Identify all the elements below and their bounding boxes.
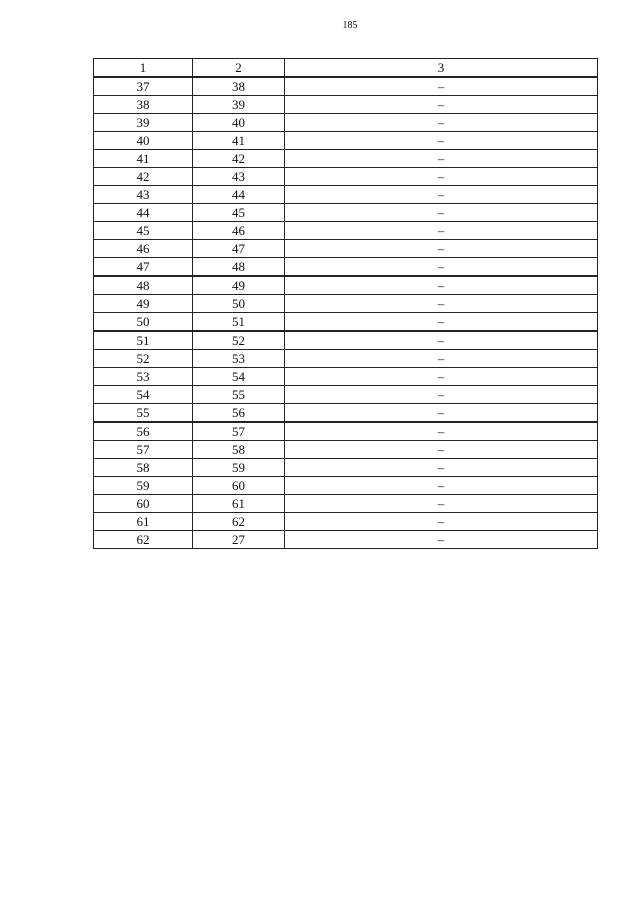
table-cell-col-3: –	[285, 96, 598, 114]
table-cell-col-3: –	[285, 240, 598, 258]
table-cell-col-3: –	[285, 295, 598, 313]
table-cell-col-3: –	[285, 422, 598, 441]
table-cell-col-2: 48	[193, 258, 285, 277]
table-cell-col-2: 27	[193, 531, 285, 549]
table-cell-col-2: 54	[193, 368, 285, 386]
table-row	[94, 204, 598, 222]
table-row	[94, 77, 598, 96]
table-row	[94, 531, 598, 549]
table-row	[94, 276, 598, 295]
table-cell-col-3: –	[285, 168, 598, 186]
table-cell-col-1: 50	[94, 313, 193, 332]
table-cell-col-3: –	[285, 477, 598, 495]
data-table	[93, 58, 598, 549]
table-row	[94, 477, 598, 495]
table-cell-col-1: 55	[94, 404, 193, 423]
table-cell-col-1: 42	[94, 168, 193, 186]
table-cell-col-1: 44	[94, 204, 193, 222]
table-cell-col-2: 44	[193, 186, 285, 204]
table-row	[94, 295, 598, 313]
table-cell-col-1: 57	[94, 441, 193, 459]
table-row	[94, 386, 598, 404]
table-cell-col-2: 51	[193, 313, 285, 332]
table-cell-col-1: 56	[94, 422, 193, 441]
table-cell-col-3: –	[285, 441, 598, 459]
column-header-3: 3	[285, 59, 598, 78]
table-cell-col-1: 58	[94, 459, 193, 477]
table-row	[94, 350, 598, 368]
page-number: 185	[342, 20, 358, 31]
table-cell-col-3: –	[285, 495, 598, 513]
table-cell-col-3: –	[285, 132, 598, 150]
table-header-row	[94, 59, 598, 78]
table-cell-col-1: 61	[94, 513, 193, 531]
table-cell-col-3: –	[285, 222, 598, 240]
table-cell-col-1: 38	[94, 96, 193, 114]
table-cell-col-2: 47	[193, 240, 285, 258]
table-cell-col-2: 53	[193, 350, 285, 368]
table-cell-col-2: 43	[193, 168, 285, 186]
table-cell-col-1: 46	[94, 240, 193, 258]
table-cell-col-1: 59	[94, 477, 193, 495]
table-row	[94, 96, 598, 114]
table-row	[94, 422, 598, 441]
table-cell-col-1: 43	[94, 186, 193, 204]
table-cell-col-1: 48	[94, 276, 193, 295]
table-cell-col-3: –	[285, 368, 598, 386]
table-cell-col-2: 40	[193, 114, 285, 132]
table-row	[94, 240, 598, 258]
table-cell-col-1: 62	[94, 531, 193, 549]
table-cell-col-1: 39	[94, 114, 193, 132]
table-row	[94, 513, 598, 531]
table-cell-col-3: –	[285, 258, 598, 277]
table-cell-col-1: 51	[94, 331, 193, 350]
table-cell-col-3: –	[285, 404, 598, 423]
table-cell-col-1: 54	[94, 386, 193, 404]
table-cell-col-2: 45	[193, 204, 285, 222]
table-cell-col-1: 49	[94, 295, 193, 313]
table-cell-col-2: 62	[193, 513, 285, 531]
table-cell-col-1: 52	[94, 350, 193, 368]
table-row	[94, 495, 598, 513]
table-cell-col-3: –	[285, 331, 598, 350]
table-cell-col-2: 55	[193, 386, 285, 404]
table-body	[94, 77, 598, 549]
table-cell-col-1: 60	[94, 495, 193, 513]
table-cell-col-1: 40	[94, 132, 193, 150]
table-cell-col-2: 38	[193, 77, 285, 96]
table-cell-col-3: –	[285, 204, 598, 222]
table-cell-col-3: –	[285, 313, 598, 332]
table-cell-col-3: –	[285, 531, 598, 549]
table-cell-col-3: –	[285, 350, 598, 368]
table-cell-col-3: –	[285, 513, 598, 531]
table-cell-col-2: 41	[193, 132, 285, 150]
table-cell-col-3: –	[285, 459, 598, 477]
table-cell-col-2: 59	[193, 459, 285, 477]
table-cell-col-1: 45	[94, 222, 193, 240]
table-cell-col-2: 39	[193, 96, 285, 114]
table-row	[94, 313, 598, 332]
table-row	[94, 258, 598, 277]
table-cell-col-2: 56	[193, 404, 285, 423]
table-row	[94, 114, 598, 132]
table-row	[94, 168, 598, 186]
table-cell-col-2: 60	[193, 477, 285, 495]
table-cell-col-1: 53	[94, 368, 193, 386]
table-cell-col-2: 61	[193, 495, 285, 513]
table-cell-col-3: –	[285, 114, 598, 132]
column-header-1: 1	[94, 59, 193, 78]
table-cell-col-1: 47	[94, 258, 193, 277]
table-row	[94, 459, 598, 477]
table-row	[94, 368, 598, 386]
table-row	[94, 150, 598, 168]
table-row	[94, 186, 598, 204]
table-cell-col-3: –	[285, 77, 598, 96]
table-cell-col-3: –	[285, 186, 598, 204]
table-cell-col-2: 57	[193, 422, 285, 441]
table-row	[94, 404, 598, 423]
table-row	[94, 222, 598, 240]
table-cell-col-3: –	[285, 386, 598, 404]
column-header-2: 2	[193, 59, 285, 78]
table-cell-col-1: 37	[94, 77, 193, 96]
table-row	[94, 132, 598, 150]
table-cell-col-1: 41	[94, 150, 193, 168]
table-row	[94, 441, 598, 459]
table-cell-col-2: 46	[193, 222, 285, 240]
table-cell-col-3: –	[285, 150, 598, 168]
table-cell-col-2: 42	[193, 150, 285, 168]
table-row	[94, 331, 598, 350]
table-cell-col-2: 49	[193, 276, 285, 295]
table-cell-col-3: –	[285, 276, 598, 295]
table-cell-col-2: 58	[193, 441, 285, 459]
table-cell-col-2: 52	[193, 331, 285, 350]
table-cell-col-2: 50	[193, 295, 285, 313]
